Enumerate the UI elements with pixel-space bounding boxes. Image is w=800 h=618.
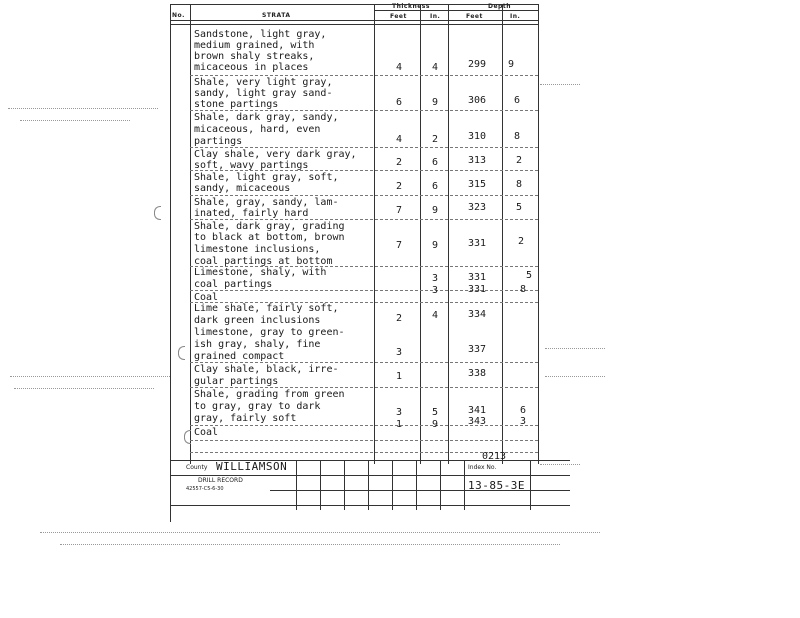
depth-in-header: In. [510, 13, 521, 20]
strata-line: Coal [194, 427, 219, 438]
row-separator [190, 362, 538, 363]
scan-noise [8, 108, 158, 109]
thickness-in-value: 4 [432, 62, 439, 73]
strata-line: Shale, dark gray, grading [194, 221, 345, 232]
index-label: Index No. [468, 464, 497, 471]
depth-in-value: 8 [516, 179, 523, 190]
row-separator [190, 195, 538, 196]
punch-hole-mark [184, 430, 191, 444]
depth-feet-value: 313 [468, 155, 487, 166]
row-separator [190, 75, 538, 76]
thickness-feet-value: 2 [396, 157, 403, 168]
county-label: County [186, 464, 208, 471]
strata-column-rule [374, 4, 375, 464]
depth-in-value: 6 [514, 95, 521, 106]
thickness-in-value: 3 [432, 273, 439, 284]
strata-line: sandy, micaceous [194, 183, 291, 194]
footer-grid-rule [344, 460, 345, 510]
thickness-feet-value: 1 [396, 371, 403, 382]
thickness-feet-header: Feet [390, 13, 407, 20]
depth-feet-value: 343 [468, 416, 487, 427]
row-separator [190, 302, 538, 303]
depth-in-rule [502, 4, 503, 464]
no-column-rule [190, 4, 191, 464]
drill-record-sheet [170, 0, 580, 528]
depth-feet-value: 299 [468, 59, 487, 70]
thickness-in-value: 9 [432, 97, 439, 108]
strata-line: Clay shale, very dark gray, [194, 149, 357, 160]
footer-grid-rule [416, 460, 417, 510]
footer-grid-rule [392, 460, 393, 510]
scan-noise [20, 120, 130, 121]
strata-line: limestone, gray to green- [194, 327, 345, 338]
index-value: 13-85-3E [468, 479, 525, 492]
depth-feet-value: 306 [468, 95, 487, 106]
thickness-header: Thickness [392, 3, 430, 10]
strata-line: coal partings at bottom [194, 256, 333, 267]
thickness-feet-value: 4 [396, 134, 403, 145]
no-header: No. [172, 12, 185, 19]
thickness-feet-value: 3 [396, 347, 403, 358]
footer-grid-rule [368, 460, 369, 510]
strata-line: limestone inclusions, [194, 244, 321, 255]
footer-grid-rule [440, 460, 441, 510]
depth-feet-value: 331 [468, 272, 487, 283]
scan-noise [10, 376, 170, 377]
strata-line: coal partings [194, 279, 273, 290]
strata-line: medium grained, with [194, 40, 315, 51]
footer-grid-rule [530, 460, 531, 510]
depth-in-value: 9 [508, 59, 515, 70]
strata-line: gular partings [194, 376, 279, 387]
row-separator [190, 147, 538, 148]
strata-line: Coal [194, 292, 219, 303]
header-top-rule [170, 4, 538, 5]
depth-feet-header: Feet [466, 13, 483, 20]
strata-line: dark green inclusions [194, 315, 321, 326]
row-separator [190, 219, 538, 220]
strata-line: Shale, grading from green [194, 389, 345, 400]
depth-feet-value: 323 [468, 202, 487, 213]
strata-line: Shale, light gray, soft, [194, 172, 339, 183]
strata-line: Lime shale, fairly soft, [194, 303, 339, 314]
thickness-feet-value: 4 [396, 62, 403, 73]
depth-feet-value: 331 [468, 238, 487, 249]
form-code: 42557-C5-6-30 [186, 486, 224, 492]
footer-mid-rule [170, 475, 570, 476]
depth-feet-value: 334 [468, 309, 487, 320]
thickness-feet-value: 6 [396, 97, 403, 108]
thickness-in-value: 2 [432, 134, 439, 145]
thickness-in-value: 3 [432, 285, 439, 296]
row-separator [190, 387, 538, 388]
thickness-in-value: 9 [432, 205, 439, 216]
scan-noise [545, 348, 605, 349]
punch-hole-mark [154, 206, 161, 220]
drill-record-label: DRILL RECORD [198, 477, 243, 484]
depth-in-value: 5 [526, 270, 533, 281]
thickness-in-value: 9 [432, 419, 439, 430]
depth-header: Depth [488, 3, 511, 10]
thickness-feet-value: 2 [396, 313, 403, 324]
footer-grid-rule [464, 460, 465, 510]
thickness-in-value: 9 [432, 240, 439, 251]
header-bottom-rule [170, 20, 538, 21]
thickness-in-value: 5 [432, 407, 439, 418]
page-number: 0213 [482, 451, 507, 462]
thickness-in-value: 4 [432, 310, 439, 321]
depth-in-value: 6 [520, 405, 527, 416]
strata-line: Shale, very light gray, [194, 77, 333, 88]
strata-line: stone partings [194, 99, 279, 110]
depth-in-value: 8 [514, 131, 521, 142]
strata-line: micaceous, hard, even [194, 124, 321, 135]
strata-line: Limestone, shaly, with [194, 267, 327, 278]
scan-noise [40, 532, 600, 533]
thickness-feet-value: 7 [396, 240, 403, 251]
punch-hole-mark [178, 346, 185, 360]
strata-line: to black at bottom, brown [194, 232, 345, 243]
strata-line: gray, fairly soft [194, 413, 297, 424]
thickness-in-value: 6 [432, 181, 439, 192]
scan-noise [540, 464, 580, 465]
scan-noise [545, 376, 605, 377]
strata-line: soft, wavy partings [194, 160, 309, 171]
strata-line: ish gray, shaly, fine [194, 339, 321, 350]
left-border [170, 4, 171, 522]
depth-in-value: 2 [516, 155, 523, 166]
strata-line: sandy, light gray sand- [194, 88, 333, 99]
depth-in-value: 2 [518, 236, 525, 247]
depth-feet-value: 337 [468, 344, 487, 355]
depth-feet-value: 338 [468, 368, 487, 379]
strata-line: Clay shale, black, irre- [194, 364, 339, 375]
row-separator [190, 440, 538, 441]
thickness-feet-value: 7 [396, 205, 403, 216]
strata-line: to gray, gray to dark [194, 401, 321, 412]
strata-line: grained compact [194, 351, 285, 362]
depth-feet-value: 331 [468, 284, 487, 295]
footer-bottom-rule [170, 505, 570, 506]
strata-line: Shale, gray, sandy, lam- [194, 197, 339, 208]
strata-line: Shale, dark gray, sandy, [194, 112, 339, 123]
right-border [538, 4, 539, 464]
thickness-in-header: In. [430, 13, 441, 20]
scan-noise [540, 84, 580, 85]
thickness-feet-value: 3 [396, 407, 403, 418]
thickness-in-rule [420, 4, 421, 464]
scan-noise [14, 388, 154, 389]
row-separator [190, 170, 538, 171]
thickness-in-value: 6 [432, 157, 439, 168]
depth-in-value: 8 [520, 284, 527, 295]
strata-line: partings [194, 136, 243, 147]
depth-feet-value: 310 [468, 131, 487, 142]
footer-rule [270, 490, 570, 491]
row-separator [190, 266, 538, 267]
depth-in-value: 5 [516, 202, 523, 213]
footer-grid-rule [320, 460, 321, 510]
county-value: WILLIAMSON [216, 460, 288, 473]
strata-line: inated, fairly hard [194, 208, 309, 219]
strata-line: Sandstone, light gray, [194, 29, 327, 40]
depth-in-value: 3 [520, 416, 527, 427]
scan-noise [60, 544, 560, 545]
row-separator [190, 110, 538, 111]
strata-header: STRATA [262, 12, 291, 19]
thickness-feet-value: 2 [396, 181, 403, 192]
thickness-right-rule [448, 4, 449, 464]
strata-line: brown shaly streaks, [194, 51, 315, 62]
strata-line: micaceous in places [194, 62, 309, 73]
thickness-feet-value: 1 [396, 419, 403, 430]
header-base-rule [170, 24, 538, 25]
depth-feet-value: 315 [468, 179, 487, 190]
header-mid-rule [374, 10, 538, 11]
footer-grid-rule [296, 460, 297, 510]
depth-feet-value: 341 [468, 405, 487, 416]
